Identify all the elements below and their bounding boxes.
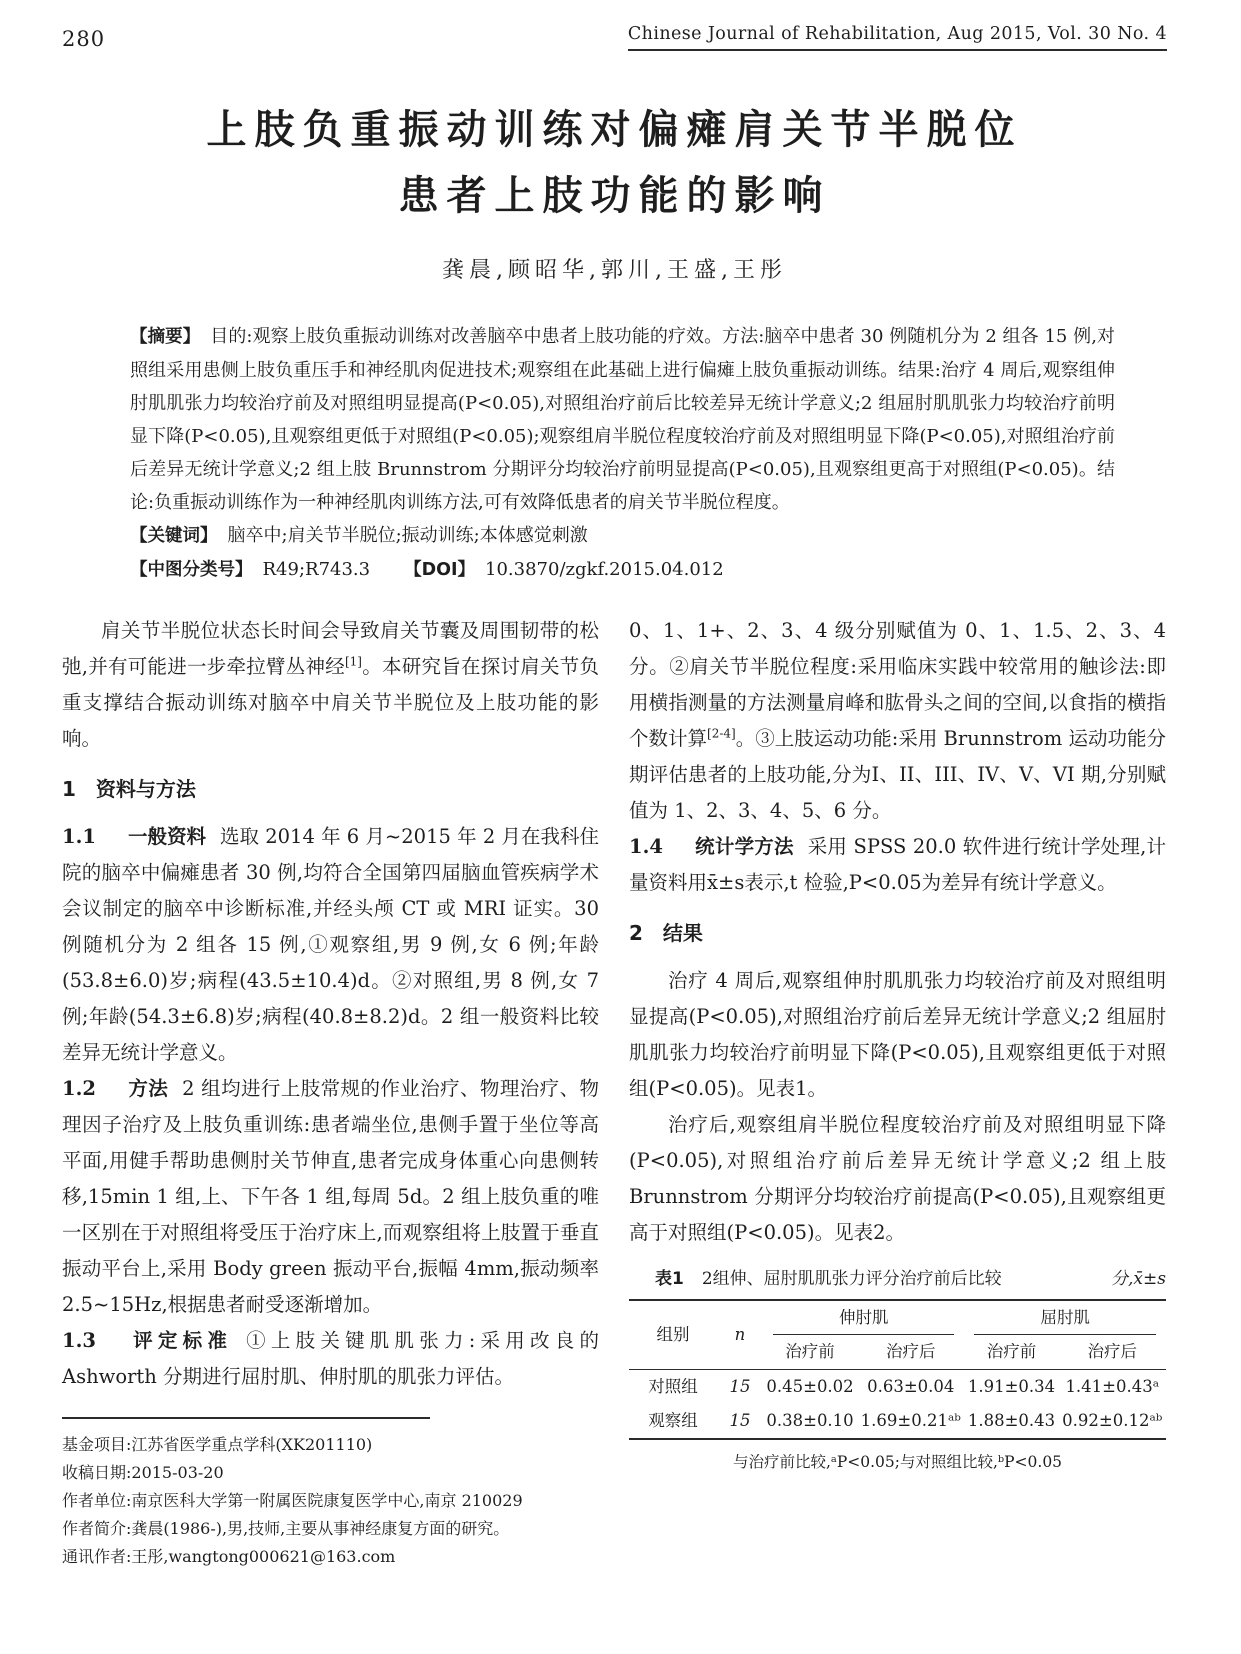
sub-1-3-title: 评定标准	[127, 1329, 233, 1352]
cont-text: 0、1、1+、2、3、4 级分别赋值为 0、1、1.5、2、3、4 分。②肩关节半脱位程度:采用临床实践中较常用的触诊法:即用横指测量的方法测量肩峰和肱骨头之间的空间,以食指的横指个数计算	[629, 619, 1166, 750]
row2-ext-pre: 0.38±0.10	[766, 1411, 854, 1430]
col-ext-post-header: 治疗后	[857, 1335, 964, 1370]
journal-name: Chinese Journal of Rehabilitation, Aug 2015, Vol. 30 No. 4	[628, 24, 1167, 51]
table1-footnote: 与治疗前比较,ᵃP<0.05;与对照组比较,ᵇP<0.05	[732, 1453, 1063, 1471]
clc-label: 【中图分类号】	[130, 560, 253, 580]
article-title-line1: 上肢负重振动训练对偏瘫肩关节半脱位	[206, 106, 1023, 153]
keywords-line	[130, 519, 1115, 553]
sub-1-1-title: 一般资料	[127, 825, 206, 848]
citation-1: [1]	[344, 654, 362, 669]
paragraph-1-3	[62, 1323, 599, 1395]
sub-1-2-text: 2 组均进行上肢常规的作业治疗、物理治疗、物理因子治疗及上肢负重训练:患者端坐位,患侧手置于坐位等高平面,用健手帮助患侧肘关节伸直,患者完成身体重心向患侧转移,15min 1 组,上、下午各 1 组,每周 5d。2 组上肢负重的唯一区别在于对照组将受压于治疗床上,而观察组将上肢置于垂直振动平台上,采用 Body green 振动平台,振幅 4mm,振动频率 2.5~15Hz,根据患者耐受逐渐增加。	[62, 1077, 599, 1316]
row1-group: 对照组	[648, 1377, 698, 1396]
table1-title: 2组伸、屈肘肌肌张力评分治疗前后比较	[701, 1269, 1002, 1289]
footnote-author-bio: 作者简介:龚晨(1986-),男,技师,主要从事神经康复方面的研究。	[62, 1519, 510, 1538]
footnote-block	[62, 1431, 599, 1571]
title-block	[62, 97, 1167, 284]
row1-n: 15	[729, 1377, 751, 1396]
keywords-text: 脑卒中;肩关节半脱位;振动训练;本体感觉刺激	[227, 525, 588, 546]
row1-flex-post: 1.41±0.43ᵃ	[1065, 1377, 1160, 1396]
doi-label: 【DOI】	[404, 560, 476, 580]
sub-1-3-number: 1.3	[62, 1329, 96, 1352]
col-group-header: 组别	[629, 1300, 717, 1370]
sub-1-1-number: 1.1	[62, 825, 96, 848]
abstract-text: 目的:观察上肢负重振动训练对改善脑卒中患者上肢功能的疗效。方法:脑卒中患者 30 例随机分为 2 组各 15 例,对照组采用患侧上肢负重压手和神经肌肉促进技术;观察组在此基础上进行偏瘫上肢负重振动训练。结果:治疗 4 周后,观察组伸肘肌肌张力均较治疗前及对照组明显提高(P<0.05),对照组治疗前后比较差异无统计学意义;2 组屈肘肌肌张力均较治疗前明显下降(P<0.05),且观察组更低于对照组(P<0.05);观察组肩半脱位程度较治疗前及对照组明显下降(P<0.05),对照组治疗前后差异无统计学意义;2 组上肢 Brunnstrom 分期评分均较治疗前明显提高(P<0.05),且观察组更高于对照组(P<0.05)。结论:负重振动训练作为一种神经肌肉训练方法,可有效降低患者的肩关节半脱位程度。	[130, 326, 1116, 513]
table1	[629, 1299, 1166, 1440]
authors: 龚晨,顾昭华,郭川,王盛,王彤	[442, 258, 787, 283]
abstract-paragraph	[130, 320, 1115, 519]
row2-flex-pre: 1.88±0.43	[967, 1411, 1056, 1430]
section-2-heading	[629, 915, 1166, 951]
results-paragraph-2: 治疗后,观察组肩半脱位程度较治疗前及对照组明显下降(P<0.05),对照组治疗前后差异无统计学意义;2 组上肢 Brunnstrom 分期评分均较治疗前提高(P<0.05),且观察组更高于对照组(P<0.05)。见表2。	[629, 1113, 1166, 1244]
sub-1-3-text: ①上肢关键肌肌张力:采用改良的 Ashworth 分期进行屈肘肌、伸肘肌的肌张力评估。	[62, 1329, 599, 1388]
col-flexor-header: 屈肘肌	[964, 1300, 1166, 1335]
keywords-label: 【关键词】	[130, 526, 218, 546]
paragraph-1-3-continuation	[629, 613, 1166, 829]
col-ext-pre-header: 治疗前	[763, 1335, 857, 1370]
table1-caption	[629, 1267, 1166, 1291]
table1-label: 表1	[655, 1269, 684, 1289]
intro-text-end: 。本研究旨在探讨肩关节负重支撑结合振动训练对脑卒中肩关节半脱位及上肢功能的影响。	[62, 655, 599, 750]
row2-flex-post: 0.92±0.12ᵃᵇ	[1062, 1411, 1163, 1430]
citation-2-4: [2-4]	[707, 726, 736, 741]
footnote-received-date: 收稿日期:2015-03-20	[62, 1463, 224, 1482]
section-1-title: 资料与方法	[95, 777, 196, 801]
table1-header-row-1	[629, 1300, 1166, 1335]
col-flex-pre-header: 治疗前	[964, 1335, 1058, 1370]
section-2-title: 结果	[662, 921, 703, 945]
col-flex-post-header: 治疗后	[1059, 1335, 1166, 1370]
col-extensor-header: 伸肘肌	[763, 1300, 964, 1335]
left-column	[62, 613, 599, 1571]
body-columns	[62, 613, 1167, 1571]
right-column	[629, 613, 1166, 1571]
table-row	[629, 1370, 1166, 1405]
results-paragraph-1: 治疗 4 周后,观察组伸肘肌肌张力均较治疗前及对照组明显提高(P<0.05),对照组治疗前后差异无统计学意义;2 组屈肘肌肌张力均较治疗前明显下降(P<0.05),且观察组更低于对照组(P<0.05)。见表1。	[629, 969, 1166, 1100]
footnote-divider	[62, 1417, 430, 1419]
abstract-label: 【摘要】	[130, 327, 201, 347]
table1-unit: 分,x̄±s	[1111, 1269, 1166, 1289]
paragraph-1-1	[62, 819, 599, 1071]
table-row	[629, 1404, 1166, 1439]
sub-1-2-title: 方法	[127, 1077, 169, 1100]
clc-value: R49;R743.3	[262, 559, 371, 580]
page-header	[62, 24, 1167, 51]
section-2-number: 2	[629, 921, 643, 945]
row2-n: 15	[729, 1411, 751, 1430]
row1-ext-pre: 0.45±0.02	[766, 1377, 854, 1396]
paragraph-1-4	[629, 829, 1166, 901]
sub-1-2-number: 1.2	[62, 1077, 96, 1100]
sub-1-4-title: 统计学方法	[694, 835, 794, 858]
sub-1-4-number: 1.4	[629, 835, 663, 858]
row1-ext-post: 0.63±0.04	[867, 1377, 955, 1396]
footnote-affiliation: 作者单位:南京医科大学第一附属医院康复医学中心,南京 210029	[62, 1491, 523, 1510]
section-1-heading	[62, 771, 599, 807]
row2-group: 观察组	[648, 1411, 698, 1430]
paragraph-1-2	[62, 1071, 599, 1323]
row2-ext-post: 1.69±0.21ᵃᵇ	[860, 1411, 961, 1430]
intro-paragraph	[62, 613, 599, 757]
cont-text-end: 。③上肢运动功能:采用 Brunnstrom 运动功能分期评估患者的上肢功能,分为I、II、III、IV、V、VI 期,分别赋值为 1、2、3、4、5、6 分。	[629, 727, 1166, 822]
sub-1-1-text: 选取 2014 年 6 月~2015 年 2 月在我科住院的脑卒中偏瘫患者 30 例,均符合全国第四届脑血管疾病学术会议制定的脑卒中诊断标准,并经头颅 CT 或 MRI 证实。30 例随机分为 2 组各 15 例,①观察组,男 9 例,女 6 例;年龄(53.8±6.0)岁;病程(43.5±10.4)d。②对照组,男 8 例,女 7 例;年龄(54.3±6.8)岁;病程(40.8±8.2)d。2 组一般资料比较差异无统计学意义。	[62, 825, 599, 1064]
col-n-header: n	[717, 1300, 763, 1370]
sub-1-4-text: 采用 SPSS 20.0 软件进行统计学处理,计量资料用x̄±s表示,t 检验,P<0.05为差异有统计学意义。	[629, 835, 1166, 894]
row1-flex-pre: 1.91±0.34	[967, 1377, 1056, 1396]
clc-doi-line	[130, 553, 1115, 587]
article-title-line2: 患者上肢功能的影响	[398, 172, 831, 219]
page-number: 280	[62, 27, 106, 51]
doi-value: 10.3870/zgkf.2015.04.012	[485, 559, 724, 580]
footnote-corresponding-author: 通讯作者:王彤,wangtong000621@163.com	[62, 1547, 396, 1566]
intro-text: 肩关节半脱位状态长时间会导致肩关节囊及周围韧带的松弛,并有可能进一步牵拉臂丛神经	[62, 619, 599, 678]
footnote-fund: 基金项目:江苏省医学重点学科(XK201110)	[62, 1435, 373, 1454]
section-1-number: 1	[62, 777, 76, 801]
